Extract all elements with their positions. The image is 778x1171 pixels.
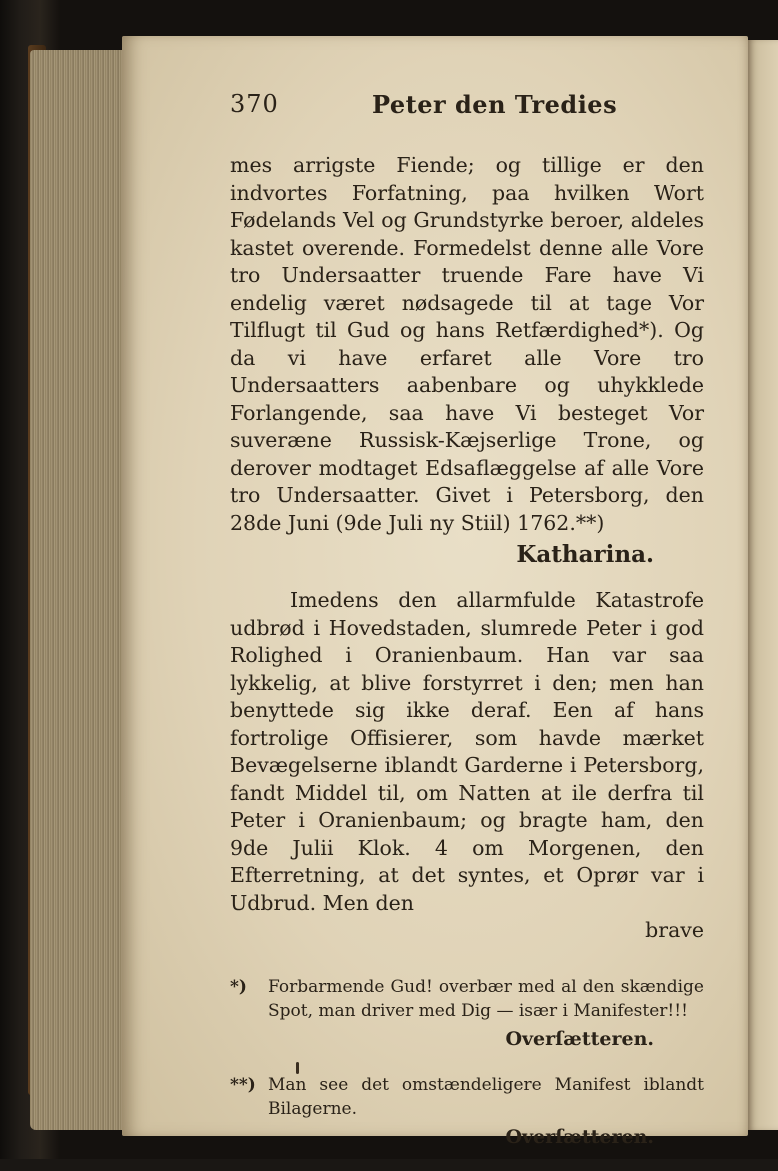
facing-page-edge (748, 40, 778, 1130)
footnote-2-text: Man see det omstændeligere Manifest iblandt Bilagerne. (268, 1074, 704, 1119)
footnote-2 (230, 1073, 704, 1121)
ink-mark (296, 1062, 299, 1074)
footnote-2-signature: Overſætteren. (505, 1125, 654, 1148)
running-title: Peter den Tredies (372, 90, 618, 119)
footnote-1 (230, 975, 704, 1023)
footnote-1-signature: Overſætteren. (505, 1027, 654, 1050)
footnote-1-text: Forbarmende Gud! overbær med al den skændige Spot, man driver med Dig — især i Manifester!!! (268, 976, 704, 1021)
narrative-paragraph: Imedens den allarmfulde Katastrofe udbrød i Hovedstaden, slumrede Peter i god Rolighed i Oranienbaum. Han var saa lykkelig, at blive forstyrret i den; men han benyttede sig ikke deraf. Een af hans fortrolige Offisierer, som havde mærket Bevægelserne iblandt Garderne i Petersborg, fandt Middel til, om Natten at ile derfra til Peter i Oranienbaum; og bragte ham, den 9de Julii Klok. 4 om Morgenen, den Efterretning, at det syntes, et Oprør var i Udbrud. Men den (230, 588, 704, 915)
footnote-2-mark: **) (230, 1074, 256, 1095)
manifesto-signature: Katharina. (516, 541, 654, 568)
page-number: 370 (230, 90, 279, 118)
manifesto-paragraph: mes arrigste Fiende; og tillige er den indvortes Forfatning, paa hvilken Wort Fødelands Vel og Grundstyrke beroer, aldeles kastet overende. Formedelst denne alle Vore tro Undersaatter truende Fare have Vi endelig været nødsagede til at tage Vor Tilflugt til Gud og hans Retfærdighed*). Og da vi have erfaret alle Vore tro Undersaatters aabenbare og uhykklede Forlangende, saa have Vi besteget Vor suveræne Russisk-Kæjserlige Trone, og derover modtaget Edsaflæggelse af alle Vore tro Undersaatter. Givet i Petersborg, den 28de Juni (9de Juli ny Stiil) 1762.**) (230, 153, 704, 535)
page-content (230, 90, 704, 1171)
catchword: brave (645, 918, 704, 942)
footnotes (230, 975, 704, 1149)
running-header (230, 90, 704, 130)
main-text (230, 152, 704, 945)
footnote-1-mark: *) (230, 976, 247, 997)
page-stack-edge (30, 50, 130, 1130)
